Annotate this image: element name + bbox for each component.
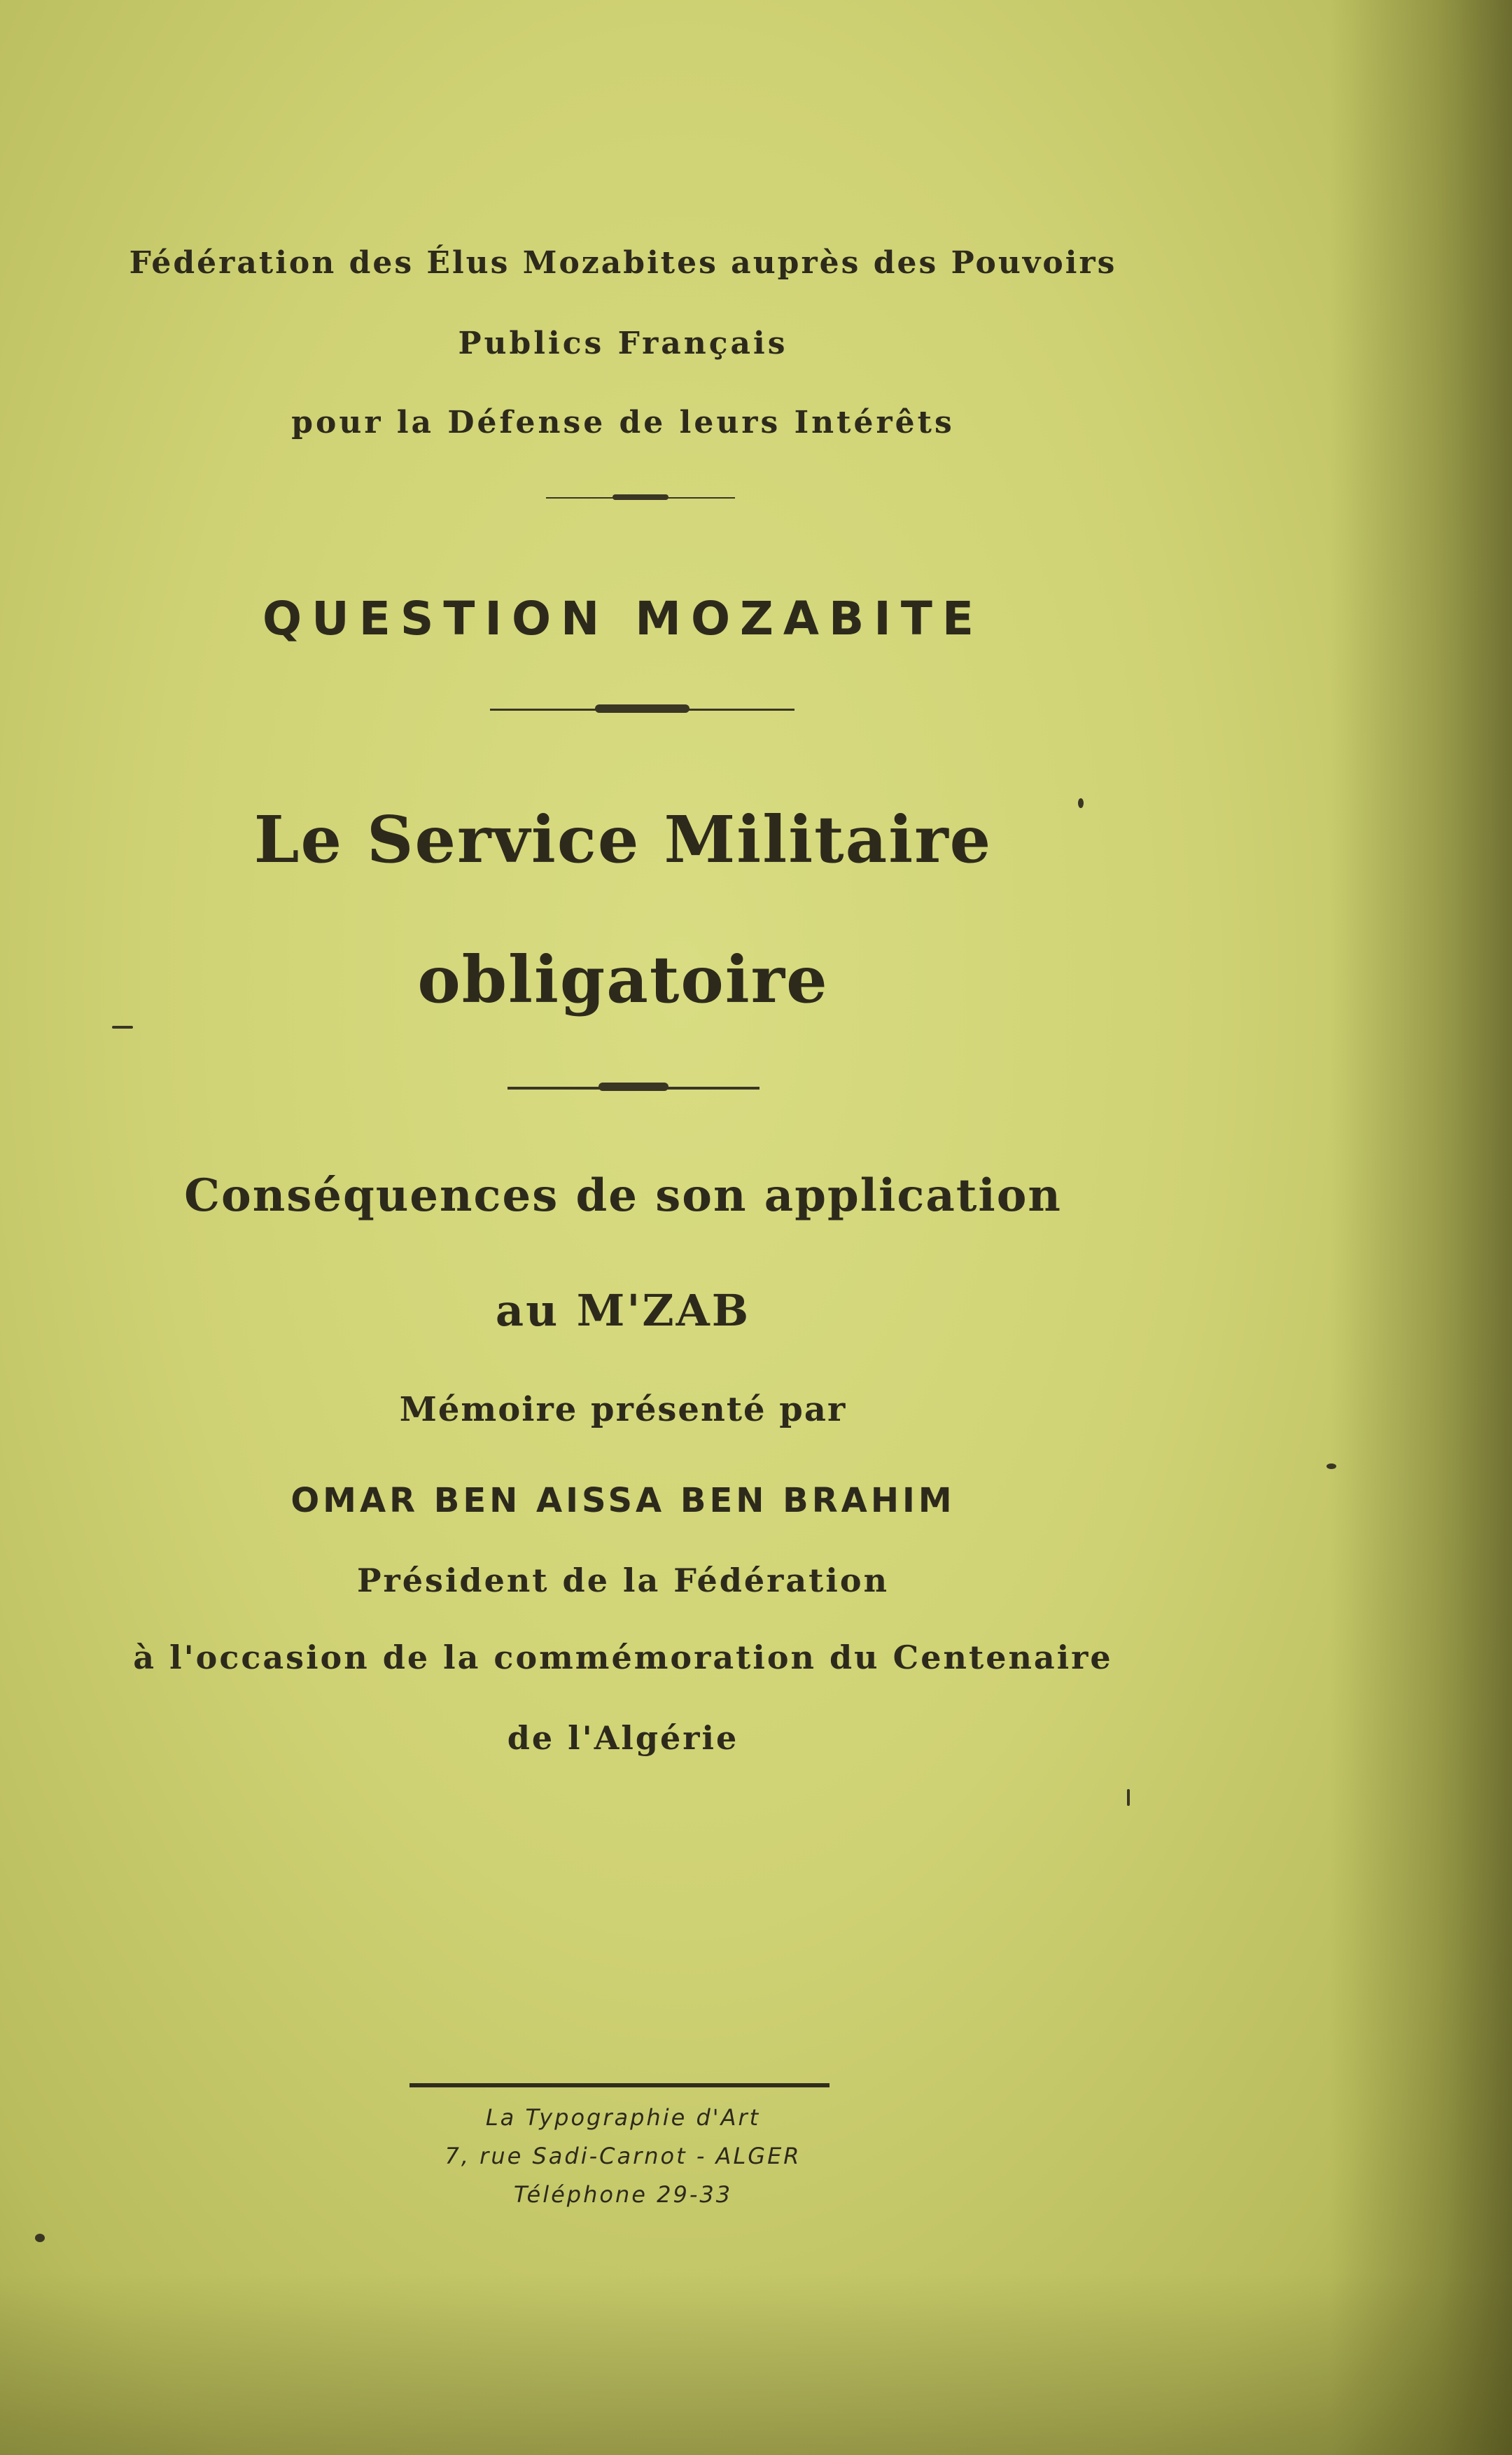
ink-speck bbox=[1078, 798, 1084, 808]
ornament-divider-1 bbox=[546, 490, 735, 504]
occasion-line-2: de l'Algérie bbox=[507, 1719, 739, 1757]
page-edge-shadow bbox=[1330, 0, 1512, 2455]
author-name: OMAR BEN AISSA BEN BRAHIM bbox=[290, 1481, 955, 1520]
ink-speck bbox=[1326, 1463, 1336, 1469]
ink-speck bbox=[35, 2234, 45, 2242]
main-title-line-2: obligatoire bbox=[417, 942, 829, 1017]
printer-line-1: La Typographie d'Art bbox=[485, 2104, 761, 2131]
subtitle-line-2: au M'ZAB bbox=[495, 1285, 751, 1336]
author-role: Président de la Fédération bbox=[356, 1562, 890, 1599]
ornament-divider-3 bbox=[507, 1078, 760, 1095]
header-line-1: Fédération des Élus Mozabites auprès des Pouvoirs bbox=[129, 245, 1117, 281]
printer-rule bbox=[410, 2083, 830, 2087]
header-line-2: Publics Français bbox=[458, 326, 788, 361]
subtitle-line-1: Conséquences de son application bbox=[184, 1169, 1062, 1222]
printer-line-3: Téléphone 29-33 bbox=[513, 2181, 733, 2208]
header-line-3: pour la Défense de leurs Intérêts bbox=[291, 405, 955, 440]
ink-speck bbox=[1127, 1789, 1130, 1806]
occasion-line-1: à l'occasion de la commémoration du Centenaire bbox=[133, 1639, 1113, 1676]
ink-speck bbox=[112, 1026, 133, 1029]
memoire-line: Mémoire présenté par bbox=[399, 1390, 847, 1429]
page-bottom-shadow bbox=[0, 2273, 1512, 2455]
question-heading: QUESTION MOZABITE bbox=[262, 592, 983, 646]
ornament-divider-2 bbox=[490, 700, 794, 717]
printer-line-2: 7, rue Sadi-Carnot - ALGER bbox=[444, 2143, 802, 2169]
main-title-line-1: Le Service Militaire bbox=[253, 802, 993, 877]
